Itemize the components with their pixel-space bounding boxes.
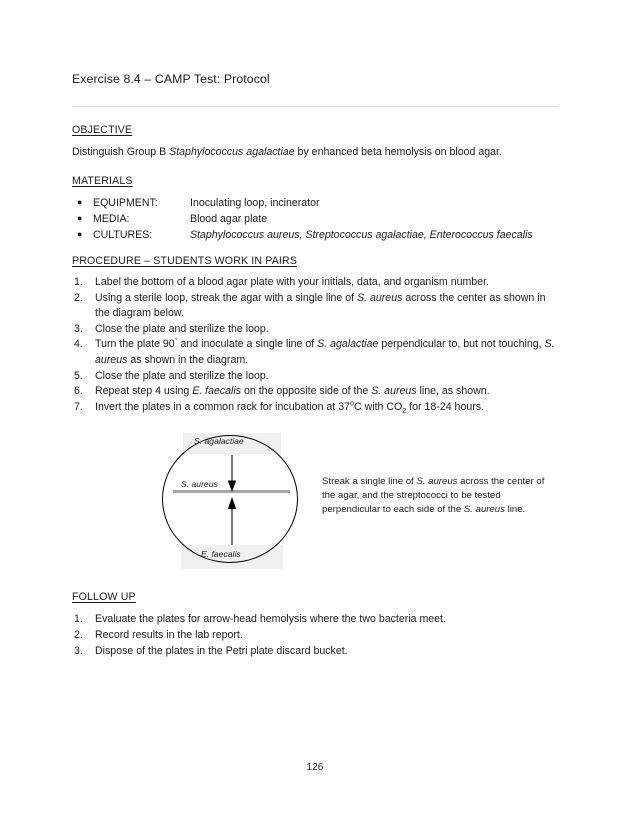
procedure-step xyxy=(72,369,558,385)
step-text xyxy=(95,292,546,320)
diagram-label-faecalis: E. faecalis xyxy=(201,549,241,560)
text-run: across the center as shown in the diagram below. xyxy=(95,291,546,320)
step-number: 2. xyxy=(74,291,83,304)
follow-up-step xyxy=(72,612,558,628)
text-run: S. aureus xyxy=(357,291,403,304)
objective-organism: Staphylococcus agalactiae xyxy=(169,146,295,158)
text-run: line, as shown. xyxy=(416,385,490,398)
text-run: ° xyxy=(174,335,178,345)
procedure-list xyxy=(72,275,558,415)
objective-text-after: by enhanced beta hemolysis on blood agar. xyxy=(294,146,502,158)
text-run: S. aureus xyxy=(95,338,555,367)
procedure-step xyxy=(72,275,558,291)
text-run: C with CO xyxy=(353,400,403,413)
page-content xyxy=(72,0,558,659)
text-run: on the opposite side of the xyxy=(241,385,372,398)
diagram-label-agalactiae: S. agalactiae xyxy=(194,436,244,447)
step-text xyxy=(95,385,490,397)
petri-plate-figure xyxy=(162,433,302,573)
objective-text xyxy=(72,145,558,161)
step-text: Record results in the lab report. xyxy=(95,629,243,642)
step-text xyxy=(95,335,555,367)
objective-text-before: Distinguish Group B xyxy=(72,146,170,158)
follow-up-heading: FOLLOW UP xyxy=(72,591,136,604)
step-number: 7. xyxy=(74,400,83,413)
text-run: Close the plate and sterilize the loop. xyxy=(95,369,269,382)
step-number: 3. xyxy=(74,644,83,657)
materials-heading: MATERIALS xyxy=(72,174,133,187)
step-number: 6. xyxy=(74,385,83,398)
procedure-heading: PROCEDURE – STUDENTS WORK IN PAIRS xyxy=(72,255,298,268)
procedure-step xyxy=(72,337,558,368)
materials-item xyxy=(72,227,558,243)
follow-up-step xyxy=(72,628,558,644)
text-run: Close the plate and sterilize the loop. xyxy=(95,322,269,335)
procedure-step xyxy=(72,384,558,400)
procedure-step xyxy=(72,291,558,322)
step-text xyxy=(95,276,489,288)
text-run: E. faecalis xyxy=(192,385,242,398)
diagram-label-aureus: S. aureus xyxy=(181,479,218,490)
step-number: 3. xyxy=(74,322,83,335)
step-number: 1. xyxy=(74,613,83,626)
text-run: Streak a single line of xyxy=(322,476,417,488)
text-run: S. aureus xyxy=(463,504,505,516)
procedure-step xyxy=(72,322,558,338)
materials-item-label: MEDIA: xyxy=(93,212,130,225)
camp-test-diagram xyxy=(72,433,558,583)
text-run: Repeat step 4 using xyxy=(95,385,193,398)
follow-up-step xyxy=(72,644,558,660)
text-run: Turn the plate 90 xyxy=(95,338,175,351)
bullet-icon: ● xyxy=(77,213,83,224)
step-text xyxy=(95,370,269,382)
text-run: for 18-24 hours. xyxy=(406,400,484,413)
materials-item-value: Staphylococcus aureus, Streptococcus agalactiae, Enterococcus faecalis xyxy=(190,228,533,241)
diagram-caption xyxy=(322,475,560,517)
text-run: as shown in the diagram. xyxy=(127,354,249,367)
step-number: 4. xyxy=(74,338,83,351)
follow-up-list xyxy=(72,612,558,659)
bullet-icon: ● xyxy=(77,229,83,240)
text-run: 2 xyxy=(402,405,407,415)
materials-item xyxy=(72,195,558,211)
text-run: S. agalactiae xyxy=(317,338,379,351)
step-number: 1. xyxy=(74,276,83,289)
text-run: S. aureus xyxy=(416,476,458,488)
text-run: perpendicular to, but not touching, xyxy=(378,338,545,351)
text-run: and inoculate a single line of xyxy=(177,338,318,351)
text-run: S. aureus xyxy=(371,385,417,398)
objective-heading: OBJECTIVE xyxy=(72,124,133,136)
text-run: across the center of the agar, and the streptococci to be tested perpendicular to each side of the xyxy=(322,476,545,516)
step-text xyxy=(95,323,269,335)
step-number: 5. xyxy=(74,369,83,382)
text-run: line. xyxy=(504,504,526,516)
materials-item-label: EQUIPMENT: xyxy=(93,196,158,209)
page-number: 126 xyxy=(306,762,324,773)
materials-item-label: CULTURES: xyxy=(93,228,153,241)
materials-item xyxy=(72,211,558,227)
text-run: Label the bottom of a blood agar plate with your initials, data, and organism number. xyxy=(95,276,489,289)
text-run: Using a sterile loop, streak the agar with a single line of xyxy=(95,291,358,304)
page-title: Exercise 8.4 – CAMP Test: Protocol xyxy=(72,72,270,86)
materials-item-value: Inoculating loop, incinerator xyxy=(190,196,320,209)
text-run: Invert the plates in a common rack for incubation at 37 xyxy=(95,400,350,413)
step-number: 2. xyxy=(74,629,83,642)
step-text: Evaluate the plates for arrow-head hemolysis where the two bacteria meet. xyxy=(95,613,446,626)
step-text xyxy=(95,398,484,415)
bullet-icon: ● xyxy=(77,197,83,207)
text-run: o xyxy=(349,398,354,408)
materials-list xyxy=(72,195,558,244)
procedure-step xyxy=(72,400,558,416)
step-text: Dispose of the plates in the Petri plate discard bucket. xyxy=(95,644,348,657)
materials-item-value: Blood agar plate xyxy=(190,212,268,225)
